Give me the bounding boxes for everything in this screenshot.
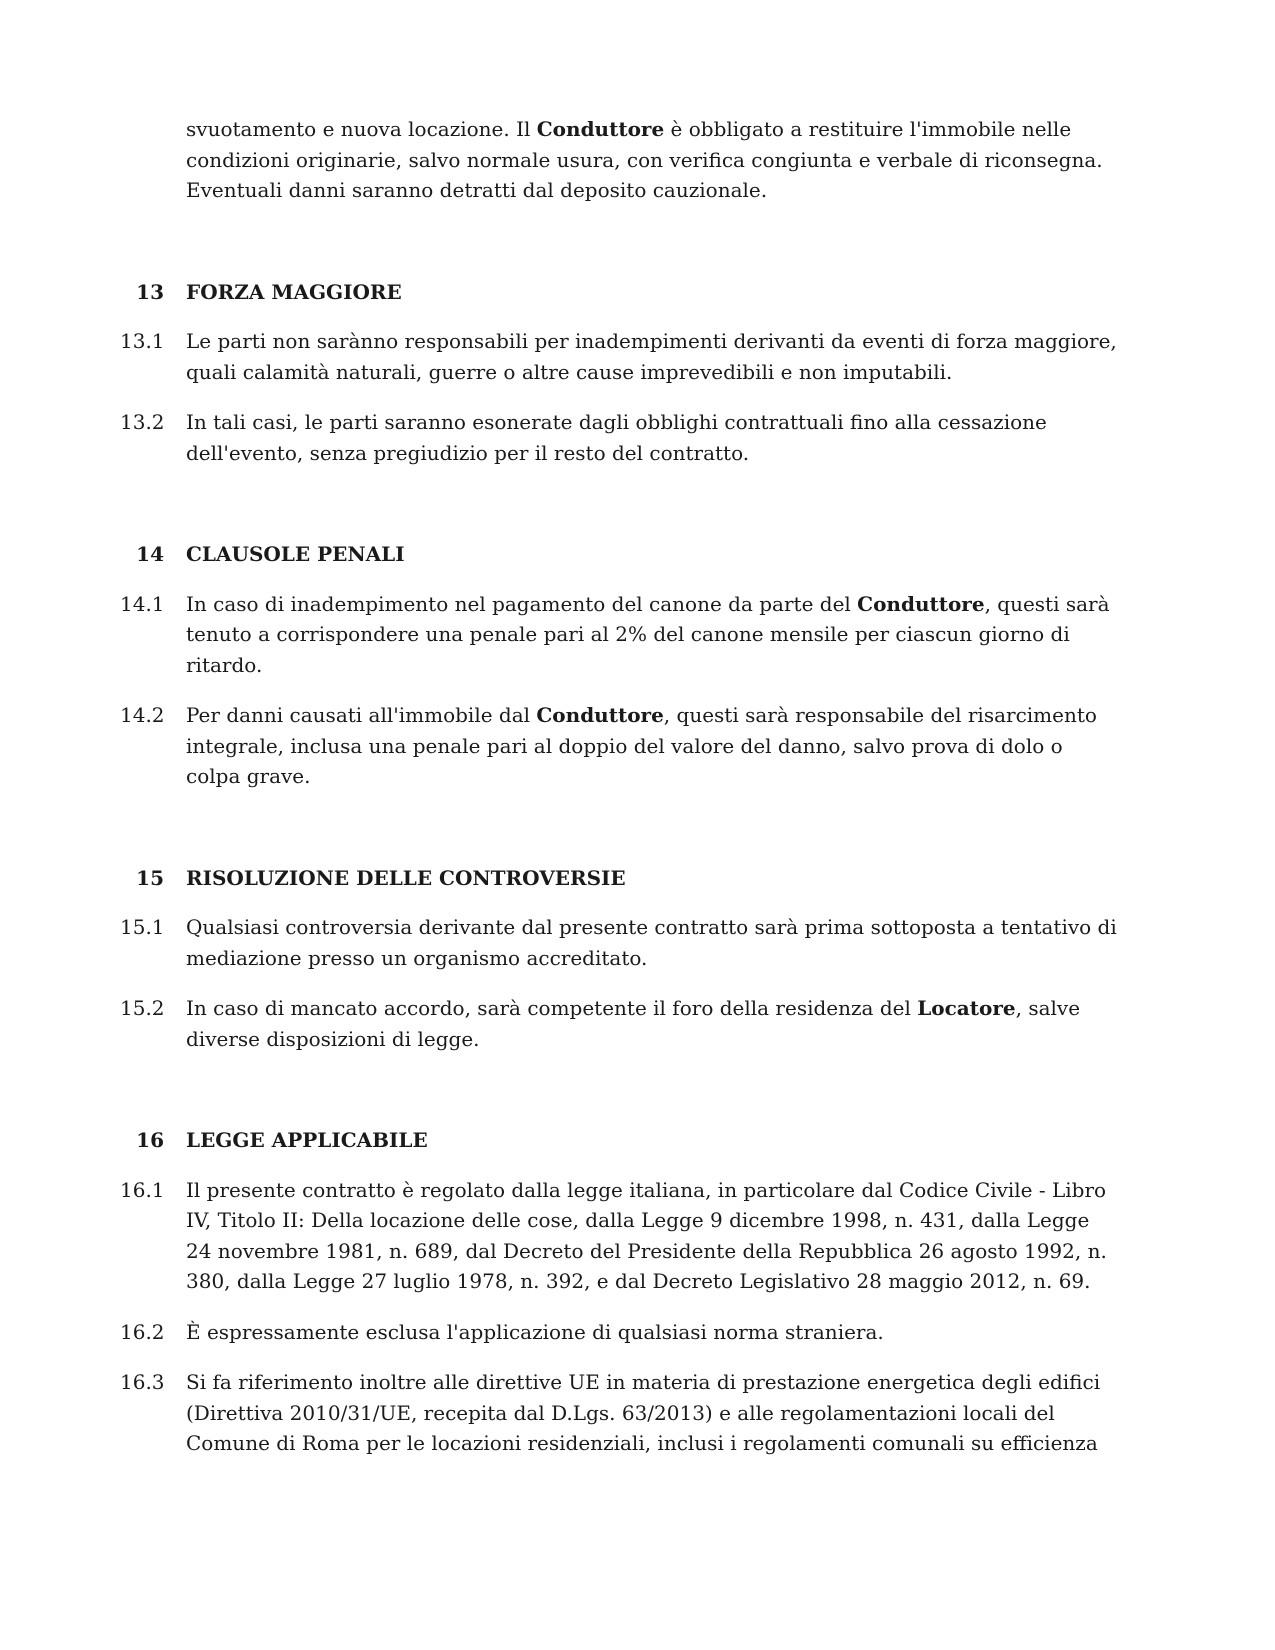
clause-14-1-text-b: , questi sarà tenuto a corrispondere una penale pari al 2% del canone mensile per ciascun giorno di ritardo. xyxy=(186,591,1110,677)
clause-14-2-number: 14.2 xyxy=(120,703,165,727)
clause-14-1-text-a: In caso di inadempimento nel pagamento del canone da parte del xyxy=(186,591,858,616)
clause-16-2-text: È espressamente esclusa l'applicazione di qualsiasi norma straniera. xyxy=(186,1319,884,1344)
section-15-number: 15 xyxy=(136,865,164,890)
document-body xyxy=(120,114,1120,1459)
intro-text-2: è obbligato a restituire l'immobile nelle condizioni originarie, salvo normale usura, con verifica congiunta e verbale di riconsegna. Eventuali danni saranno detratti dal deposito cauzionale. xyxy=(186,117,1103,202)
clause-14-1-number: 14.1 xyxy=(120,591,165,616)
clause-13-1 xyxy=(120,326,1120,387)
clause-13-2-number: 13.2 xyxy=(120,410,165,434)
section-13-heading xyxy=(120,277,1120,308)
clause-13-1-text: Le parti non sarànno responsabili per inadempimenti derivanti da eventi di forza maggiore, quali calamità naturali, guerre o altre cause imprevedibili e non imputabili. xyxy=(186,329,1117,384)
clause-15-2-text xyxy=(186,993,1120,1054)
clause-13-1-number: 13.1 xyxy=(120,329,165,353)
clause-13-2-text: In tali casi, le parti saranno esonerate dagli obblighi contrattuali fino alla cessazione dell'evento, senza pregiudizio per il resto del contratto. xyxy=(186,410,1047,465)
intro-text-1: svuotamento e nuova locazione. Il xyxy=(186,117,537,141)
section-13-number: 13 xyxy=(136,279,164,304)
section-14-heading xyxy=(120,539,1120,570)
section-16-heading xyxy=(120,1125,1120,1156)
section-13-title: FORZA MAGGIORE xyxy=(186,279,402,304)
clause-14-2-text-a: Per danni causati all'immobile dal xyxy=(186,703,537,727)
section-16-number: 16 xyxy=(136,1128,164,1152)
clause-15-2-bold-locatore: Locatore xyxy=(917,996,1016,1020)
clause-16-1-text: Il presente contratto è regolato dalla legge italiana, in particolare dal Codice Civile - Libro IV, Titolo II: Della locazione delle cose, dalla Legge 9 dicembre 1998, n. 431, dalla Legge 24 novembre 1981, n. 689, dal Decreto del Presidente della Repubblica 26 agosto 1992, n. 380, dalla Legge 27 luglio 1978, n. 392, e dal Decreto Legislativo 28 maggio 2012, n. 69. xyxy=(186,1177,1107,1293)
section-14-number: 14 xyxy=(136,542,164,566)
clause-13-2 xyxy=(120,407,1120,468)
clause-16-3-text: Si fa riferimento inoltre alle direttive UE in materia di prestazione energetica degli edifici (Direttiva 2010/31/UE, recepita dal D.Lgs. 63/2013) e alle regolamentazioni locali del Comune di Roma per le locazioni residenziali, inclusi i regolamenti comunali su efficienza xyxy=(186,1370,1101,1455)
clause-16-3 xyxy=(120,1367,1120,1459)
clause-16-1 xyxy=(120,1175,1120,1297)
clause-14-2-bold-conduttore: Conduttore xyxy=(536,703,664,727)
clause-14-1 xyxy=(120,589,1120,681)
clause-14-2 xyxy=(120,700,1120,792)
clause-16-2 xyxy=(120,1317,1120,1348)
clause-16-3-number: 16.3 xyxy=(120,1370,165,1394)
intro-paragraph xyxy=(120,114,1120,206)
section-15-heading xyxy=(120,863,1120,894)
clause-14-1-bold-conduttore: Conduttore xyxy=(857,591,985,616)
clause-15-2-text-a: In caso di mancato accordo, sarà competente il foro della residenza del xyxy=(186,996,918,1020)
section-16-title: LEGGE APPLICABILE xyxy=(186,1128,428,1152)
clause-15-2-text-b: , salve diverse disposizioni di legge. xyxy=(186,996,1081,1051)
clause-15-2-number: 15.2 xyxy=(120,996,165,1020)
clause-14-2-text-b: , questi sarà responsabile del risarcimento integrale, inclusa una penale pari al doppio del valore del danno, salvo prova di dolo o colpa grave. xyxy=(186,703,1097,788)
clause-15-2 xyxy=(120,993,1120,1054)
clause-16-1-number: 16.1 xyxy=(120,1177,165,1202)
clause-15-1-text: Qualsiasi controversia derivante dal presente contratto sarà prima sottoposta a tentativo di mediazione presso un organismo accreditato. xyxy=(186,915,1117,970)
intro-bold-conduttore: Conduttore xyxy=(536,117,665,141)
clause-15-1 xyxy=(120,912,1120,973)
clause-16-2-number: 16.2 xyxy=(120,1319,165,1344)
section-14-title: CLAUSOLE PENALI xyxy=(186,542,405,566)
section-15-title: RISOLUZIONE DELLE CONTROVERSIE xyxy=(186,865,626,890)
clause-14-2-text xyxy=(186,700,1120,792)
clause-15-1-number: 15.1 xyxy=(120,915,165,939)
clause-14-1-text xyxy=(186,589,1120,681)
